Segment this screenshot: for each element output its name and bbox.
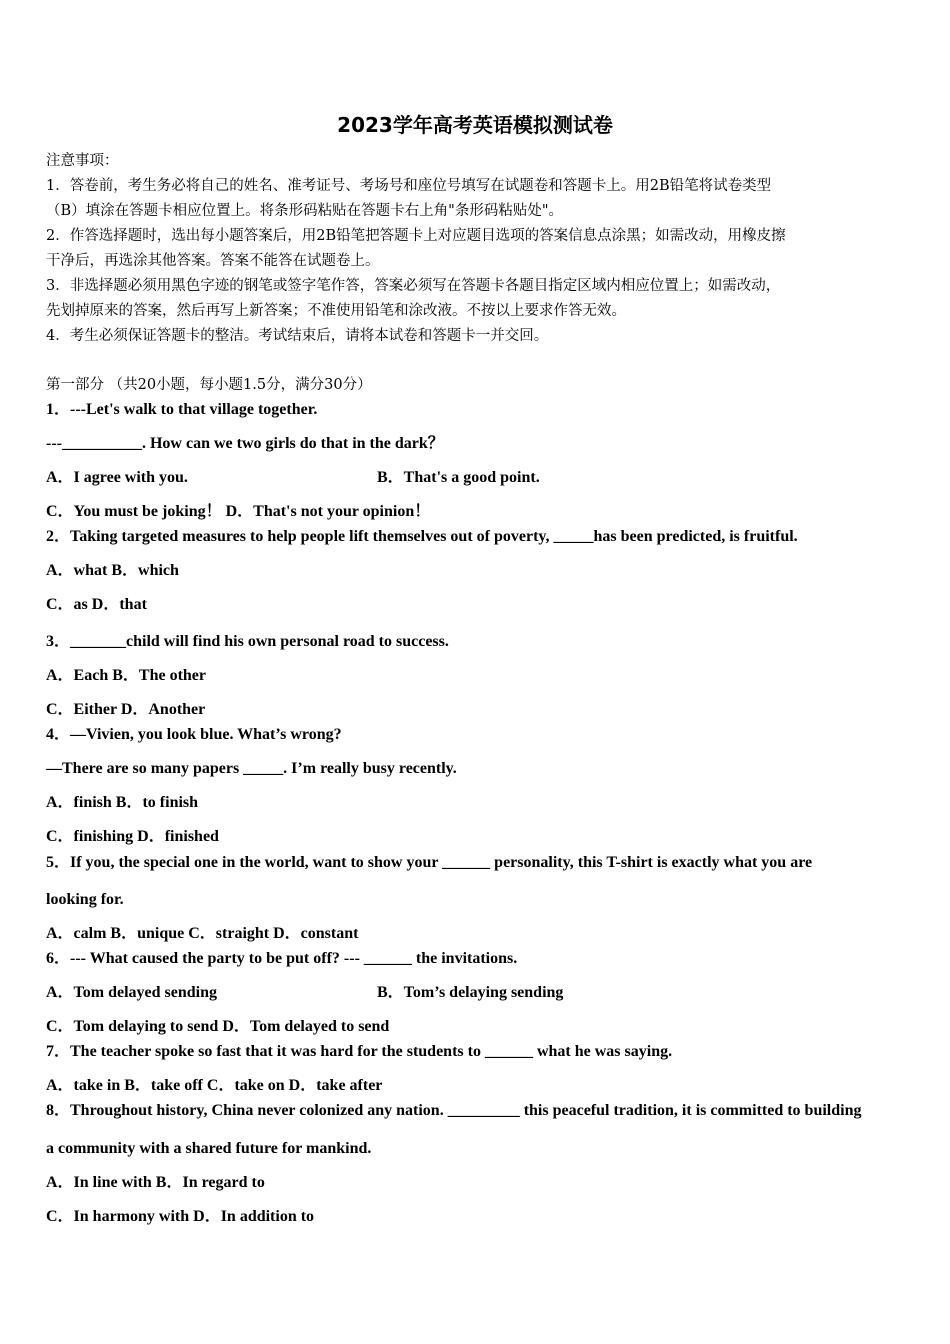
question-8-options-ab: A．In line with B．In regard to [46,1174,265,1191]
question-6-options-cd: C．Tom delaying to send D．Tom delayed to send [46,1018,390,1035]
option-b: B．That's a good point. [377,469,540,486]
question-8-stem-continued: a community with a shared future for mankind. [46,1140,372,1157]
question-1-options-cd: C．You must be joking！ D．That's not your opinion！ [46,503,431,520]
option-b: B．Tom’s delaying sending [377,984,564,1001]
question-2-options-ab: A．what B．which [46,562,179,579]
notice-line: 2．作答选择题时，选出每小题答案后，用2B铅笔把答题卡上对应题目选项的答案信息点涂黑；如需改动，用橡皮擦 [46,228,786,244]
question-1-stem-reply: ---__________. How can we two girls do that in the dark？ [46,435,444,452]
notice-line: 先划掉原来的答案，然后再写上新答案；不准使用铅笔和涂改液。不按以上要求作答无效。 [46,303,626,319]
notice-heading: 注意事项： [46,153,119,169]
question-5-options: A．calm B．unique C．straight D．constant [46,925,359,942]
question-4-stem-reply: —There are so many papers _____. I’m really busy recently. [46,760,457,777]
question-4-options-cd: C．finishing D．finished [46,828,219,845]
question-5-stem-continued: looking for. [46,891,124,908]
question-4-options-ab: A．finish B．to finish [46,794,199,811]
part-one-header: 第一部分 （共20小题，每小题1.5分，满分30分） [46,377,372,393]
page-title: 2023学年高考英语模拟测试卷 [337,113,613,137]
notice-line: （B）填涂在答题卡相应位置上。将条形码粘贴在答题卡右上角"条形码粘贴处"。 [46,203,563,219]
option-a: A．I agree with you. [46,469,188,486]
question-5-stem: 5．If you, the special one in the world, want to show your ______ personality, this T-shirt is exactly what you are [46,854,813,871]
option-a: A．Tom delayed sending [46,984,218,1001]
question-6-stem: 6．--- What caused the party to be put off? --- ______ the invitations. [46,950,518,967]
question-3-options-ab: A．Each B．The other [46,667,207,684]
question-7-options: A．take in B．take off C．take on D．take after [46,1077,383,1094]
notice-line: 4．考生必须保证答题卡的整洁。考试结束后，请将本试卷和答题卡一并交回。 [46,328,549,344]
notice-line: 3．非选择题必须用黑色字迹的钢笔或签字笔作答，答案必须写在答题卡各题目指定区域内相应位置上；如需改动， [46,278,781,294]
question-2-stem: 2．Taking targeted measures to help people lift themselves out of poverty, _____has been predicted, is fruitful. [46,528,798,545]
question-2-options-cd: C．as D．that [46,596,147,613]
question-1-stem: 1．---Let's walk to that village together. [46,401,318,418]
question-3-stem: 3．_______child will find his own personal road to success. [46,633,449,650]
question-7-stem: 7．The teacher spoke so fast that it was hard for the students to ______ what he was saying. [46,1043,673,1060]
notice-line: 干净后，再选涂其他答案。答案不能答在试题卷上。 [46,253,380,269]
question-4-stem: 4．—Vivien, you look blue. What’s wrong? [46,726,342,743]
question-8-options-cd: C．In harmony with D．In addition to [46,1208,315,1225]
question-8-stem: 8．Throughout history, China never colonized any nation. _________ this peaceful tradition, it is committed to building [46,1102,862,1119]
question-3-options-cd: C．Either D．Another [46,701,206,718]
notice-line: 1．答卷前，考生务必将自己的姓名、准考证号、考场号和座位号填写在试题卷和答题卡上。用2B铅笔将试卷类型 [46,178,772,194]
